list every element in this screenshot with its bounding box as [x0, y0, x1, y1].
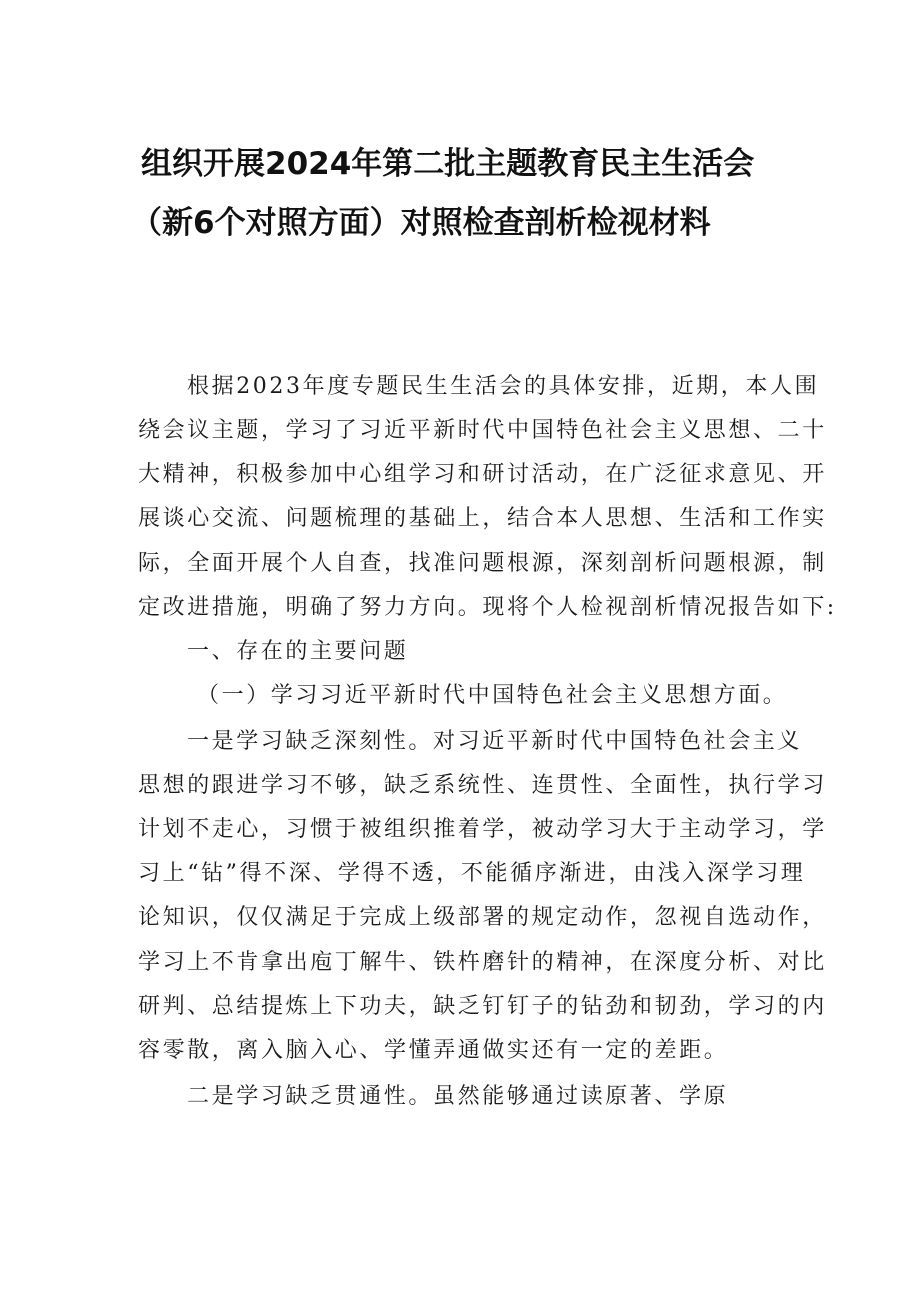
paragraph-point-1-line-8: 容零散，离入脑入心、学懂弄通做实还有一定的差距。 — [138, 1038, 729, 1063]
paragraph-point-1-line-5: 论知识，仅仅满足于完成上级部署的规定动作，忽视自选动作， — [138, 905, 827, 930]
paragraph-intro-line-4: 展谈心交流、问题梳理的基础上，结合本人思想、生活和工作实 — [138, 506, 827, 531]
paragraph-point-1-line-3: 计划不走心，习惯于被组织推着学，被动学习大于主动学习，学 — [138, 817, 827, 842]
paragraph-intro-line-1: 根据2023年度专题民生生活会的具体安排，近期，本人围 — [187, 374, 820, 399]
subsection-heading-1: （一）学习习近平新时代中国特色社会主义思想方面。 — [197, 683, 788, 708]
paragraph-point-1-line-6: 学习上不肯拿出庖丁解牛、铁杵磨针的精神，在深度分析、对比 — [138, 950, 827, 975]
paragraph-point-1-line-2: 思想的跟进学习不够，缺乏系统性、连贯性、全面性，执行学习 — [138, 773, 827, 798]
paragraph-point-1-line-1: 一是学习缺乏深刻性。对习近平新时代中国特色社会主义 — [187, 729, 803, 754]
paragraph-intro-line-2: 绕会议主题，学习了习近平新时代中国特色社会主义思想、二十 — [138, 418, 827, 443]
paragraph-point-1-line-4: 习上“钻”得不深、学得不透，不能循序渐进，由浅入深学习理 — [138, 861, 806, 886]
paragraph-intro-line-5: 际，全面开展个人自查，找准问题根源，深刻剖析问题根源，制 — [138, 551, 827, 576]
paragraph-intro-line-3: 大精神，积极参加中心组学习和研讨活动，在广泛征求意见、开 — [138, 462, 827, 487]
document-title-line-1: 组织开展2024年第二批主题教育民主生活会 — [141, 146, 755, 182]
section-heading-1: 一、存在的主要问题 — [187, 639, 409, 664]
paragraph-point-1-line-7: 研判、总结提炼上下功夫，缺乏钉钉子的钻劲和韧劲，学习的内 — [138, 994, 827, 1019]
paragraph-intro-line-6: 定改进措施，明确了努力方向。现将个人检视剖析情况报告如下: — [138, 595, 837, 620]
paragraph-point-2-line-1: 二是学习缺乏贯通性。虽然能够通过读原著、学原 — [187, 1084, 729, 1109]
document-title-line-2: （新6个对照方面）对照检查剖析检视材料 — [131, 205, 711, 241]
